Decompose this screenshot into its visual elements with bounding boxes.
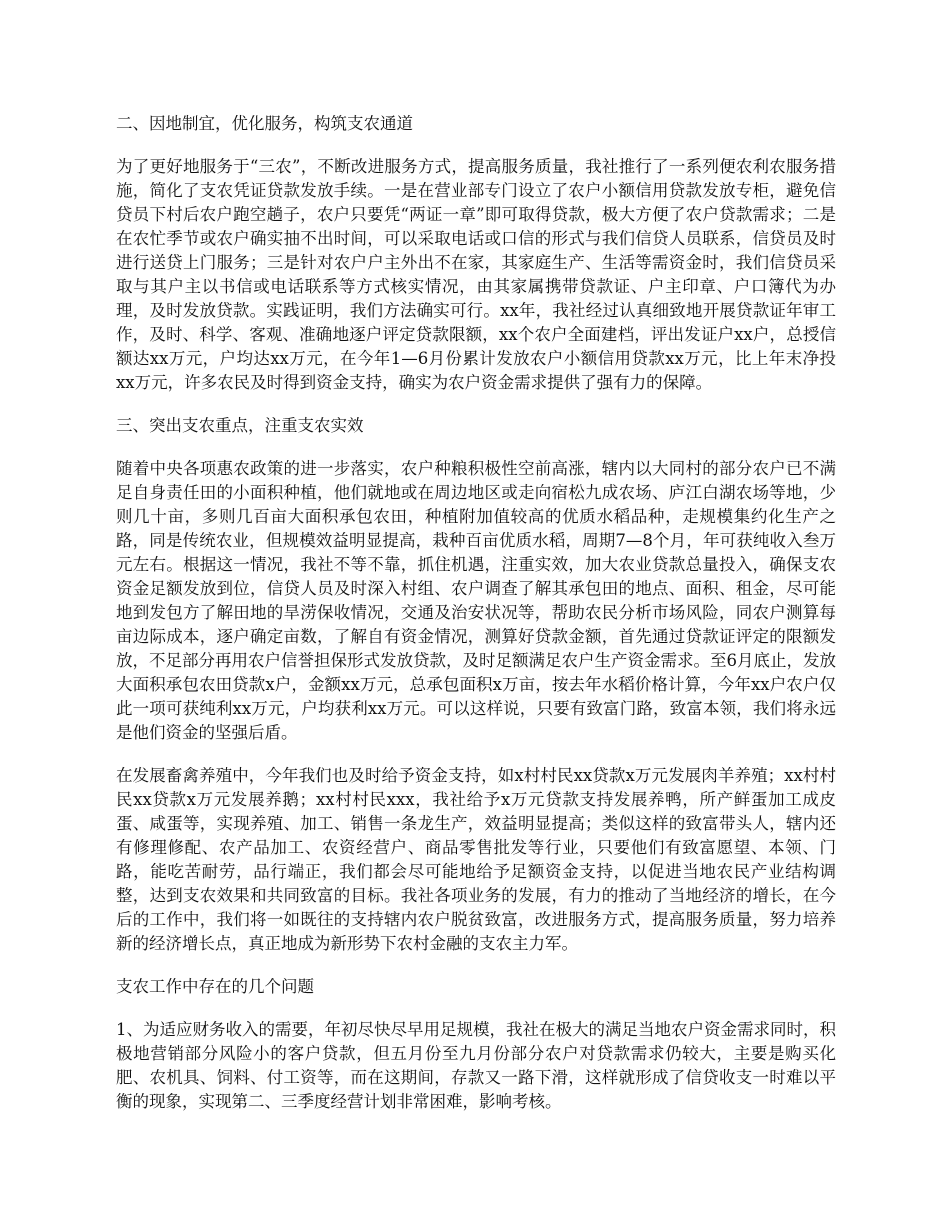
section-heading: 二、因地制宜，优化服务，构筑支农通道	[116, 114, 413, 133]
paragraph: 随着中央各项惠农政策的进一步落实，农户种粮积极性空前高涨，辖内以大同村的部分农户已不满足自身责任田的小面积种植，他们就地或在周边地区或走向宿松九成农场、庐江白湖农场等地，少则几十亩，多则几百亩大面积承包农田，种植附加值较高的优质水稻品种，走规模集约化生产之路，同是传统农业，但规模效益明显提高，栽种百亩优质水稻，周期7—8个月，年可获纯收入叁万元左右。根据这一情况，我社不等不靠，抓住机遇，注重实效，加大农业贷款总量投入，确保支农资金足额发放到位，信贷人员及时深入村组、农户调查了解其承包田的地点、面积、租金，尽可能地到发包方了解田地的旱涝保收情况，交通及治安状况等，帮助农民分析市场风险，同农户测算每亩边际成本，逐户确定亩数，了解自有资金情况，测算好贷款金额，首先通过贷款证评定的限额发放，不足部分再用农户信誉担保形式发放贷款，及时足额满足农户生产资金需求。至6月底止，发放大面积承包农田贷款x户，金额xx万元，总承包面积x万亩，按去年水稻价格计算，今年xx户农户仅此一项可获纯利xx万元，户均获利xx万元。可以这样说，只要有致富门路，致富本领，我们将永远是他们资金的坚强后盾。	[116, 459, 836, 742]
section-heading: 支农工作中存在的几个问题	[116, 977, 314, 996]
section-heading: 三、突出支农重点，注重支农实效	[116, 416, 364, 435]
paragraph: 在发展畜禽养殖中，今年我们也及时给予资金支持，如x村村民xx贷款x万元发展肉羊养殖；xx村村民xx贷款x万元发展养鹅；xx村村民xxx，我社给予x万元贷款支持发展养鸭，所产鲜蛋加工成皮蛋、咸蛋等，实现养殖、加工、销售一条龙生产，效益明显提高；类似这样的致富带头人，辖内还有修理修配、农产品加工、农资经营户、商品零售批发等行业，只要他们有致富愿望、本领、门路，能吃苦耐劳，品行端正，我们都会尽可能地给予足额资金支持，以促进当地农民产业结构调整，达到支农效果和共同致富的目标。我社各项业务的发展，有力的推动了当地经济的增长，在今后的工作中，我们将一如既往的支持辖内农户脱贫致富，改进服务方式，提高服务质量，努力培养新的经济增长点，真正地成为新形势下农村金融的支农主力军。	[116, 766, 836, 953]
paragraph: 1、为适应财务收入的需要，年初尽快尽早用足规模，我社在极大的满足当地农户资金需求同时，积极地营销部分风险小的客户贷款，但五月份至九月份部分农户对贷款需求仍较大，主要是购买化肥、农机具、饲料、付工资等，而在这期间，存款又一路下滑，这样就形成了信贷收支一时难以平衡的现象，实现第二、三季度经营计划非常困难，影响考核。	[116, 1020, 836, 1111]
document-body	[116, 112, 836, 1133]
paragraph: 为了更好地服务于“三农”，不断改进服务方式，提高服务质量，我社推行了一系列便农利农服务措施，简化了支农凭证贷款发放手续。一是在营业部专门设立了农户小额信用贷款发放专柜，避免信贷员下村后农户跑空趟子，农户只要凭“两证一章”即可取得贷款，极大方便了农户贷款需求；二是在农忙季节或农户确实抽不出时间，可以采取电话或口信的形式与我们信贷人员联系，信贷员及时进行送贷上门服务；三是针对农户户主外出不在家，其家庭生产、生活等需资金时，我们信贷员采取与其户主以书信或电话联系等方式核实情况，由其家属携带贷款证、户主印章、户口簿代为办理，及时发放贷款。实践证明，我们方法确实可行。xx年，我社经过认真细致地开展贷款证年审工作，及时、科学、客观、准确地逐户评定贷款限额，xx个农户全面建档，评出发证户xx户，总授信额达xx万元，户均达xx万元，在今年1—6月份累计发放农户小额信用贷款xx万元，比上年末净投xx万元，许多农民及时得到资金支持，确实为农户资金需求提供了强有力的保障。	[116, 157, 836, 392]
